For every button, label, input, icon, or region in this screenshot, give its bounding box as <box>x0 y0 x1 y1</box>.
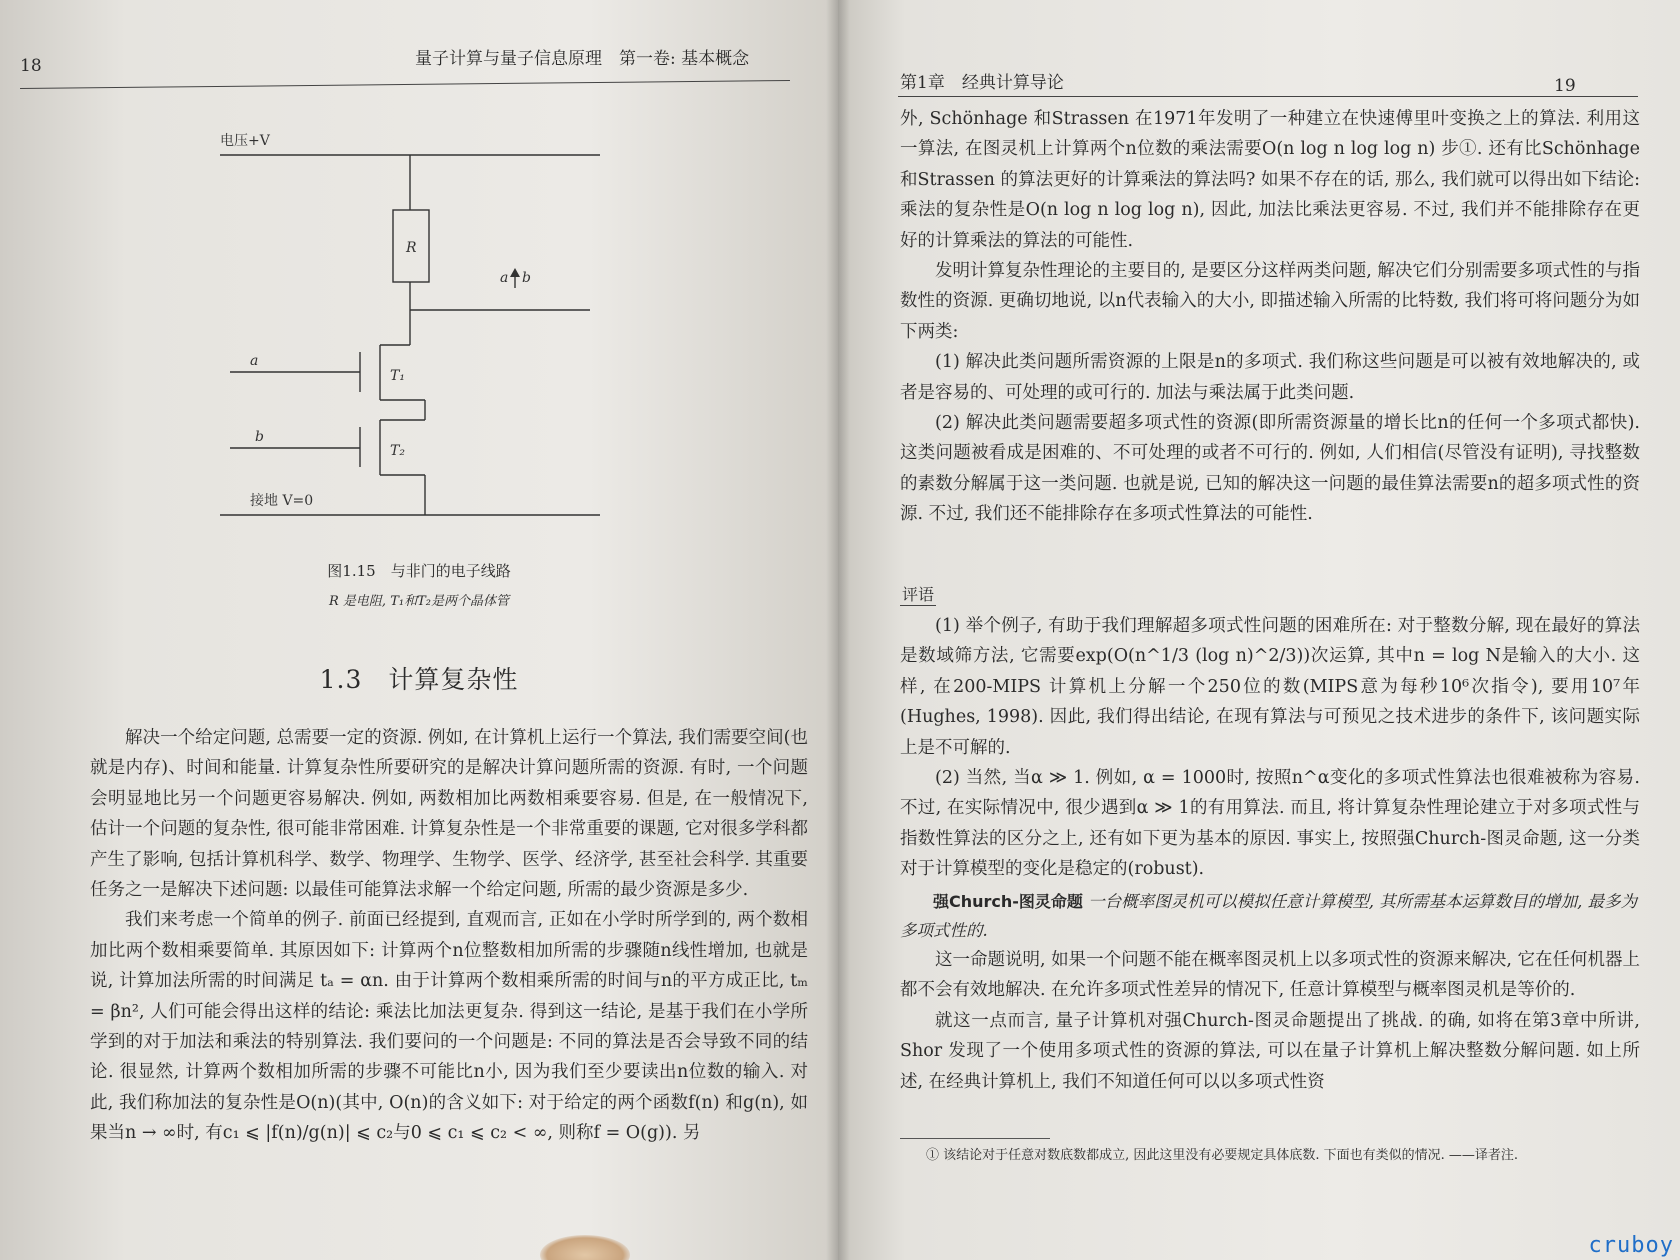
bottom-paragraph-2: 就这一点而言, 量子计算机对强Church-图灵命题提出了挑战. 的确, 如将在第3章中所讲, Shor 发现了一个使用多项式性的资源的算法, 可以在量子计算机上解决整数分解问题. 如上所述, 在经典计算机上, 我们不知道任何可以以多项式性资 <box>900 1010 1640 1092</box>
left-body <box>90 723 808 1149</box>
ground-label: 接地 V=0 <box>250 493 314 509</box>
right-page-number: 19 <box>1554 76 1576 96</box>
book-gutter <box>826 0 850 1260</box>
theorem-title: 强Church-图灵命题 <box>933 892 1083 911</box>
figure-caption: 图1.15 与非门的电子线路 <box>327 562 511 580</box>
output-b-label: b <box>522 270 531 286</box>
nand-circuit-diagram <box>210 130 630 550</box>
right-page <box>838 0 1680 1260</box>
comment-paragraph-2: (2) 当然, 当α ≫ 1. 例如, α = 1000时, 按照n^α变化的多项式性算法也很难被称为容易. 不过, 在实际情况中, 很少遇到α ≫ 1的有用算法. 而且, 将计算复杂性理论建立于对多项式性与指数性算法的区分之上, 还有如下更为基本的原因. 事实上, 按照强Church-图灵命题, 这一分类对于计算模型的变化是稳定的(robust). <box>900 768 1640 880</box>
footnote: ① 该结论对于任意对数底数都成立, 因此这里没有必要规定具体底数. 下面也有类似的情况. ——译者注. <box>926 1148 1519 1163</box>
left-paragraph-2: 我们来考虑一个简单的例子. 前面已经提到, 直观而言, 正如在小学时所学到的, 两个数相加比两个数相乘要简单. 其原因如下: 计算两个n位整数相加所需的步骤随n线性增加, 也就是说, 计算加法所需的时间满足 tₐ = αn. 由于计算两个数相乘所需的时间与n的平方成正比, tₘ = βn², 人们可能会得出这样的结论: 乘法比加法更复杂. 得到这一结论, 是基于我们在小学所学到的对于加法和乘法的特别算法. 我们要问的一个问题是: 不同的算法是否会导致不同的结论. 很显然, 计算两个数相加所需的步骤不可能比n小, 因为我们至少要读出n位数的输入. 对此, 我们称加法的复杂性是O(n)(其中, O(n)的含义如下: 对于给定的两个函数f(n) 和g(n), 如果当n → ∞时, 有c₁ ⩽ |f(n)/g(n)| ⩽ c₂与0 ⩽ c₁ ⩽ c₂ < ∞, 则称f = O(g)). 另 <box>90 910 808 1144</box>
right-header-rule <box>898 96 1638 97</box>
transistor-2-label: T₂ <box>390 443 405 459</box>
transistor-1-label: T₁ <box>390 368 405 384</box>
output-a-label: a <box>500 270 509 286</box>
right-paragraph-2: 发明计算复杂性理论的主要目的, 是要区分这样两类问题, 解决它们分别需要多项式性的与指数性的资源. 更确切地说, 以n代表输入的大小, 即描述输入所需的比特数, 我们将可将问题分为如下两类: <box>900 261 1640 342</box>
resistor-label: R <box>406 240 417 256</box>
right-body-top <box>900 104 1640 530</box>
left-header-rule <box>20 80 790 89</box>
right-body-comment <box>900 611 1640 885</box>
left-page <box>0 0 838 1260</box>
left-page-number: 18 <box>20 56 42 76</box>
comment-label: 评语 <box>900 582 936 606</box>
right-running-head: 第1章 经典计算导论 <box>900 73 1064 93</box>
section-title: 1.3 计算复杂性 <box>319 665 519 694</box>
right-paragraph-4: (2) 解决此类问题需要超多项式性的资源(即所需资源量的增长比n的任何一个多项式都快). 这类问题被看成是困难的、不可处理的或者不可行的. 例如, 人们相信(尽管没有证明), 寻找整数的素数分解属于这一类问题. 也就是说, 已知的解决这一问题的最佳算法需要n的超多项式性的资源. 不过, 我们还不能排除存在多项式性算法的可能性. <box>900 413 1640 525</box>
left-paragraph-1: 解决一个给定问题, 总需要一定的资源. 例如, 在计算机上运行一个算法, 我们需要空间(也就是内存)、时间和能量. 计算复杂性所要研究的是解决计算问题所需的资源. 有时, 一个问题会明显地比另一个问题更容易解决. 例如, 两数相加比两数相乘要容易. 但是, 在一般情况下, 估计一个问题的复杂性, 很可能非常困难. 计算复杂性是一个非常重要的课题, 它对很多学科都产生了影响, 包括计算机科学、数学、物理学、生物学、医学、经济学, 甚至社会科学. 其重要任务之一是解决下述问题: 以最佳可能算法求解一个给定问题, 所需的最少资源是多少. <box>90 728 808 901</box>
theorem-block <box>900 887 1640 945</box>
right-body-bottom <box>900 945 1640 1097</box>
watermark: cruboy <box>1588 1233 1674 1258</box>
right-paragraph-3: (1) 解决此类问题所需资源的上限是n的多项式. 我们称这些问题是可以被有效地解决的, 或者是容易的、可处理的或可行的. 加法与乘法属于此类问题. <box>900 352 1640 403</box>
arrowhead-icon <box>510 268 520 277</box>
input-a-label: a <box>250 353 259 369</box>
voltage-label: 电压+V <box>220 133 270 149</box>
circuit-svg <box>210 130 630 550</box>
input-b-label: b <box>255 429 264 445</box>
theorem-text: 一台概率图灵机可以模拟任意计算模型, 其所需基本运算数目的增加, 最多为多项式性的. <box>900 892 1638 940</box>
comment-paragraph-1: (1) 举个例子, 有助于我们理解超多项式性问题的困难所在: 对于整数分解, 现在最好的算法是数域筛方法, 它需要exp(O(n^1/3 (log n)^2/3))次运算, 其中n = log N是输入的大小. 这样, 在200-MIPS 计算机上分解一个250位的数(MIPS意为每秒10⁶次指令), 要用10⁷年(Hughes, 1998). 因此, 我们得出结论, 在现有算法与可预见之技术进步的条件下, 该问题实际上是不可解的. <box>900 616 1640 758</box>
footnote-rule <box>900 1138 1050 1139</box>
thumb-shadow <box>540 1235 630 1260</box>
right-paragraph-1: 外, Schönhage 和Strassen 在1971年发明了一种建立在快速傅里叶变换之上的算法. 利用这一算法, 在图灵机上计算两个n位数的乘法需要O(n log n log log n) 步①. 还有比Schönhage 和Strassen 的算法更好的计算乘法的算法吗? 如果不存在的话, 那么, 我们就可以得出如下结论: 乘法的复杂性是O(n log n log log n), 因此, 加法比乘法更容易. 不过, 我们并不能排除存在更好的计算乘法的算法的可能性. <box>900 109 1640 251</box>
bottom-paragraph-1: 这一命题说明, 如果一个问题不能在概率图灵机上以多项式性的资源来解决, 它在任何机器上都不会有效地解决. 在允许多项式性差异的情况下, 任意计算模型与概率图灵机是等价的. <box>900 950 1640 1001</box>
figure-subcaption: R 是电阻, T₁和T₂是两个晶体管 <box>329 594 509 609</box>
left-running-head: 量子计算与量子信息原理 第一卷: 基本概念 <box>415 49 750 69</box>
